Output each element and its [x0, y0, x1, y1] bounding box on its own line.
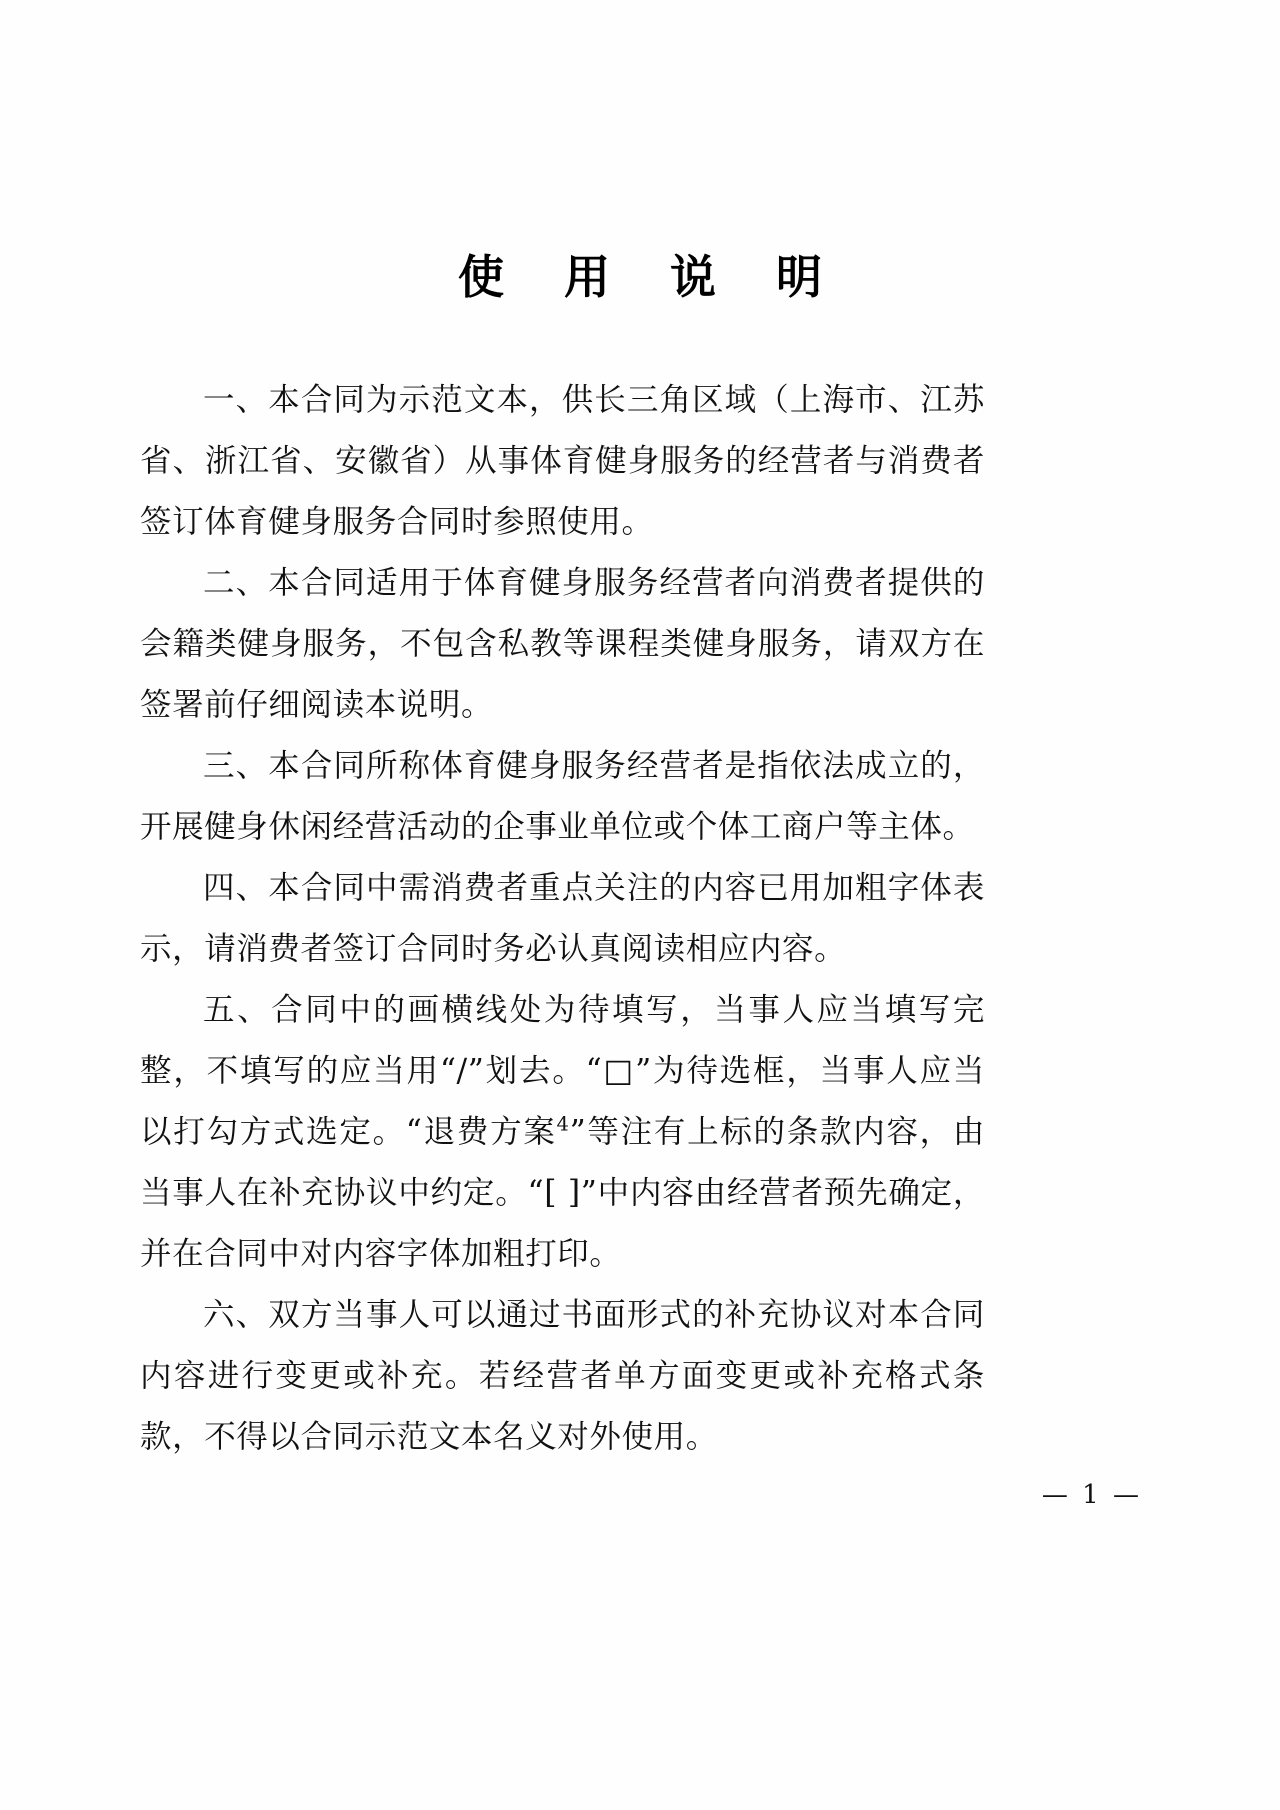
- instruction-paragraph-4: 四、本合同中需消费者重点关注的内容已用加粗字体表示，请消费者签订合同时务必认真阅读相应内容。: [140, 870, 985, 967]
- instruction-paragraph-6: 六、双方当事人可以通过书面形式的补充协议对本合同内容进行变更或补充。若经营者单方面变更或补充格式条款，不得以合同示范文本名义对外使用。: [140, 1297, 985, 1455]
- instructions-body: [140, 370, 985, 1468]
- paragraph-5-text-before-superscript: 五、合同中的画横线处为待填写，当事人应当填写完整，不填写的应当用“/”划去。“□”为待选框，当事人应当以打勾方式选定。“退费方案: [140, 992, 985, 1150]
- instruction-paragraph-5: [140, 980, 985, 1285]
- superscript-marker-4: 4: [556, 1112, 570, 1136]
- instruction-paragraph-3: 三、本合同所称体育健身服务经营者是指依法成立的，开展健身休闲经营活动的企事业单位或个体工商户等主体。: [140, 748, 985, 845]
- page-title: 使 用 说 明: [457, 250, 845, 304]
- page-number: — 1 —: [1041, 1480, 1142, 1510]
- instruction-paragraph-1: 一、本合同为示范文本，供长三角区域（上海市、江苏省、浙江省、安徽省）从事体育健身服务的经营者与消费者签订体育健身服务合同时参照使用。: [140, 382, 985, 540]
- instruction-paragraph-2: 二、本合同适用于体育健身服务经营者向消费者提供的会籍类健身服务，不包含私教等课程类健身服务，请双方在签署前仔细阅读本说明。: [140, 565, 985, 723]
- paragraph-5-text-after-superscript: ”等注有上标的条款内容，由当事人在补充协议中约定。“[ ]”中内容由经营者预先确定，并在合同中对内容字体加粗打印。: [140, 1114, 985, 1272]
